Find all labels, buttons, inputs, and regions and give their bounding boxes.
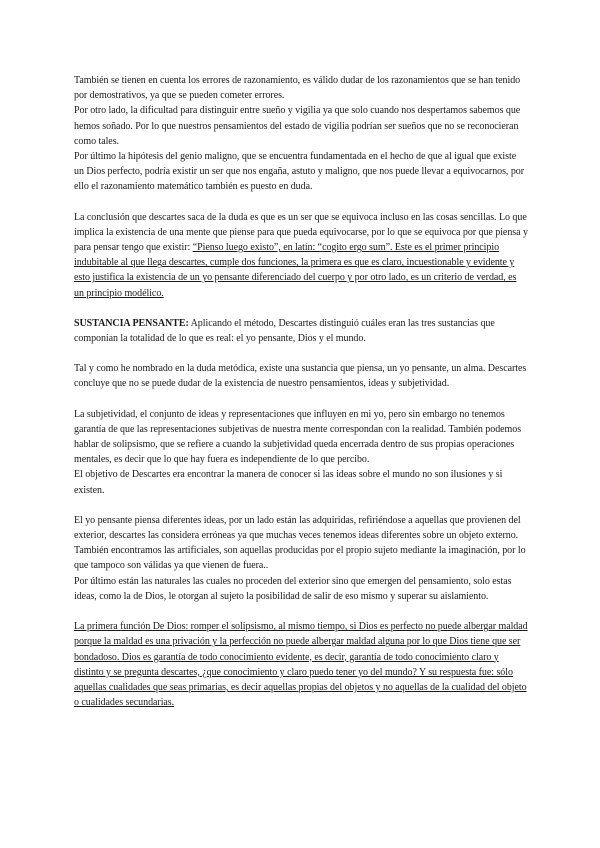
paragraph-gap (74, 195, 528, 210)
paragraph-ideas-naturales: Por último están las naturales las cuales no proceden del exterior sino que emergen del pensamiento, solo estas ideas, como la de Dios, le otorgan al sujeto la posibilidad de salir de eso mismo y superar su aislamiento. (74, 575, 512, 602)
paragraph-objetivo-descartes: El objetivo de Descartes era encontrar la manera de conocer si las ideas sobre el mundo no son ilusiones y si existen. (74, 469, 503, 496)
paragraph-gap (74, 346, 528, 361)
paragraph-gap (74, 301, 528, 316)
section-heading: SUSTANCIA PENSANTE: (74, 317, 189, 329)
paragraph-funcion-dios: La primera función De Dios: romper el solipsismo, al mismo tiempo, si Dios es perfecto no puede albergar maldad porque la maldad es una privación y la perfección no puede albergar maldad alguna por lo que Dios tiene que ser bondadoso. Dios es garantía de todo conocimiento evidente, es decir, garantía de todo conocimiento claro y distinto y se pregunta descartes, ¿que conocimiento y claro puedo tener yo del mundo? Y su respuesta fue: sólo aquellas cualidades que seas primarias, es decir aquellas propias del objetos y no aquellas de la cualidad del objeto o cualidades secundarias. (74, 621, 528, 709)
paragraph-ideas-artificiales: También encontramos las artificiales, son aquellas producidas por el propio sujeto mediante la imaginación, por lo que tampoco son válidas ya que vienen de fuera.. (74, 545, 526, 572)
paragraph-errores-razonamiento: También se tienen en cuenta los errores de razonamiento, es válido dudar de los razonamientos que se han tenido por demostrativos, ya que se pueden cometer errores. (74, 75, 521, 102)
paragraph-genio-maligno: Por último la hipótesis del genio maligno, que se encuentra fundamentada en el hecho de que al igual que existe un Dios perfecto, podría existir un ser que nos engaña, astuto y maligno, que nos puede llevar a equivocarnos, por ello el razonamiento matemático también es puesto en duda. (74, 151, 525, 193)
paragraph-gap (74, 392, 528, 407)
cogito-underlined-text: “Pienso luego existo”, en latín: “cogito ergo sum”. Este es el primer principio indubitable al que llega descartes, cumple dos funciones, la primera es que es claro, incuestionable y evidente y esto justifica la existencia de un yo pensante diferenciado del cuerpo y por otro lado, es un criterio de verdad, es un principio modélico. (74, 242, 517, 299)
sustancia-text: Aplicando el método, Descartes distinguió cuáles eran las tres sustancias que componían la totalidad de lo que es real: el yo pensante, Dios y el mundo. (74, 317, 495, 345)
conclusion-text: La conclusión que descartes saca de la duda es que es un ser que se equivoca incluso en las cosas sencillas. Lo que implica la existencia de una mente que piense para que pueda equivocarse, por lo que se equivoca por que piensa y para pensar tengo que existir: (74, 211, 528, 254)
paragraph-gap (74, 498, 528, 513)
paragraph-gap (74, 604, 528, 619)
paragraph-sueno-vigilia: Por otro lado, la dificultad para distinguir entre sueño y vigilia ya que solo cuando nos despertamos sabemos que hemos soñado. Por lo que nuestros pensamientos del estado de vigilia podrían ser sueños que no se reconocieran como tales. (74, 105, 521, 147)
paragraph-yo-pensante: Tal y como he nombrado en la duda metódica, existe una sustancia que piensa, un yo pensante, un alma. Descartes concluye que no se puede dudar de la existencia de nuestro pensamientos, ideas y subjetividad. (74, 363, 527, 390)
paragraph-conclusion-duda (74, 210, 528, 301)
paragraph-sustancia-pensante (74, 316, 528, 346)
document-body (74, 73, 528, 710)
paragraph-subjetividad: La subjetividad, el conjunto de ideas y representaciones que influyen en mi yo, pero sin embargo no tenemos garantía de que las representaciones subjetivas de nuestra mente correspondan con la realidad. También podemos hablar de solipsismo, que se refiere a cuando la subjetividad queda encerrada dentro de sus propias operaciones mentales, es decir que lo que hay fuera es independiente de lo que percibo. (74, 408, 522, 466)
paragraph-ideas-adquiridas: El yo pensante piensa diferentes ideas, por un lado están las adquiridas, refiriéndose a aquellas que provienen del exterior, descartes las considera erróneas ya que muchas veces tenemos ideas diferentes sobre un objeto externo. (74, 514, 521, 542)
